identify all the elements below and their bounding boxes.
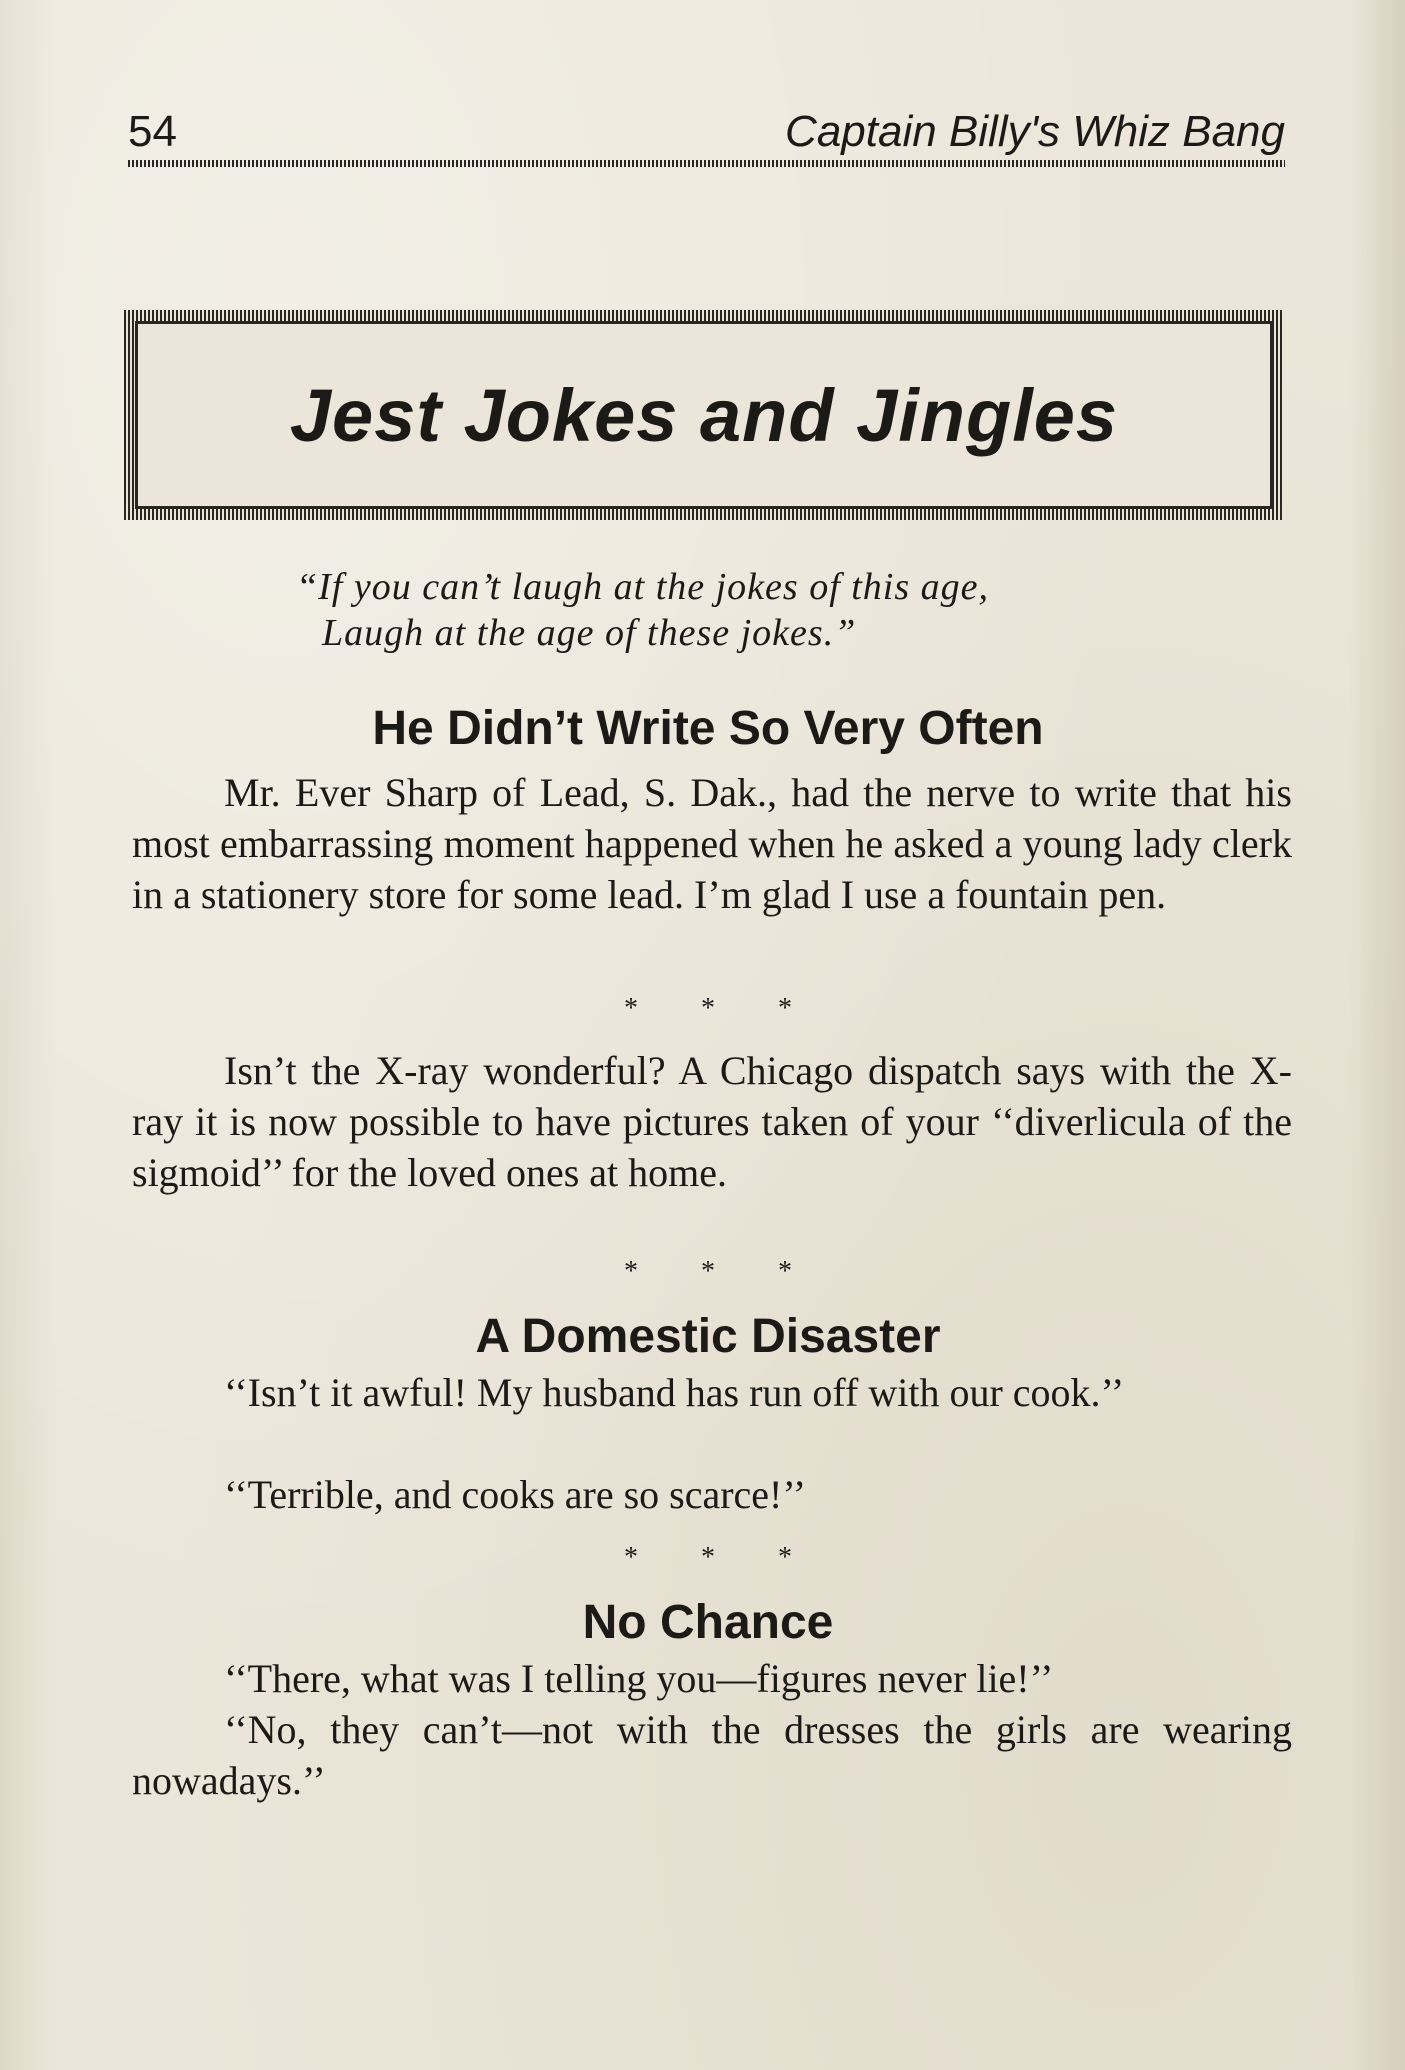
page-number: 54 bbox=[128, 107, 177, 156]
separator: * * * bbox=[624, 1542, 792, 1573]
joke-heading: No Chance bbox=[582, 1596, 834, 1649]
section-title: Jest Jokes and Jingles bbox=[289, 373, 1119, 457]
dialogue-line: ‘‘No, they can’t—not with the dresses the girls are wearing nowadays.’’ bbox=[132, 1707, 1292, 1803]
dialogue-line: ‘‘There, what was I telling you—figures never lie!’’ bbox=[224, 1656, 1054, 1701]
joke-text: Isn’t the X-ray wonderful? A Chicago dispatch says with the X-ray it is now possible to have pictures taken of your ‘‘diverlicula of the sigmoid’’ for the loved ones at home. bbox=[132, 1048, 1292, 1195]
epigraph-line-1: “If you can’t laugh at the jokes of this age, bbox=[296, 566, 990, 608]
epigraph-line-2: Laugh at the age of these jokes.” bbox=[322, 612, 857, 654]
joke-heading: He Didn’t Write So Very Often bbox=[372, 702, 1044, 755]
epigraph bbox=[296, 564, 1196, 656]
section-title-frame bbox=[135, 321, 1273, 509]
dialogue-line: ‘‘Terrible, and cooks are so scarce!’’ bbox=[224, 1472, 807, 1517]
page-header bbox=[128, 104, 1285, 160]
header-rule bbox=[128, 160, 1285, 167]
dialogue-line: ‘‘Isn’t it awful! My husband has run off with our cook.’’ bbox=[224, 1370, 1125, 1415]
joke-text: Mr. Ever Sharp of Lead, S. Dak., had the nerve to write that his most embarrassing moment happened when he asked a young lady clerk in a stationery store for some lead. I’m glad I use a fountain pen. bbox=[132, 770, 1292, 917]
running-title: Captain Billy's Whiz Bang bbox=[785, 107, 1285, 156]
separator: * * * bbox=[624, 993, 792, 1024]
section-title-box bbox=[124, 310, 1284, 520]
separator: * * * bbox=[624, 1256, 792, 1287]
joke-heading: A Domestic Disaster bbox=[475, 1310, 941, 1363]
